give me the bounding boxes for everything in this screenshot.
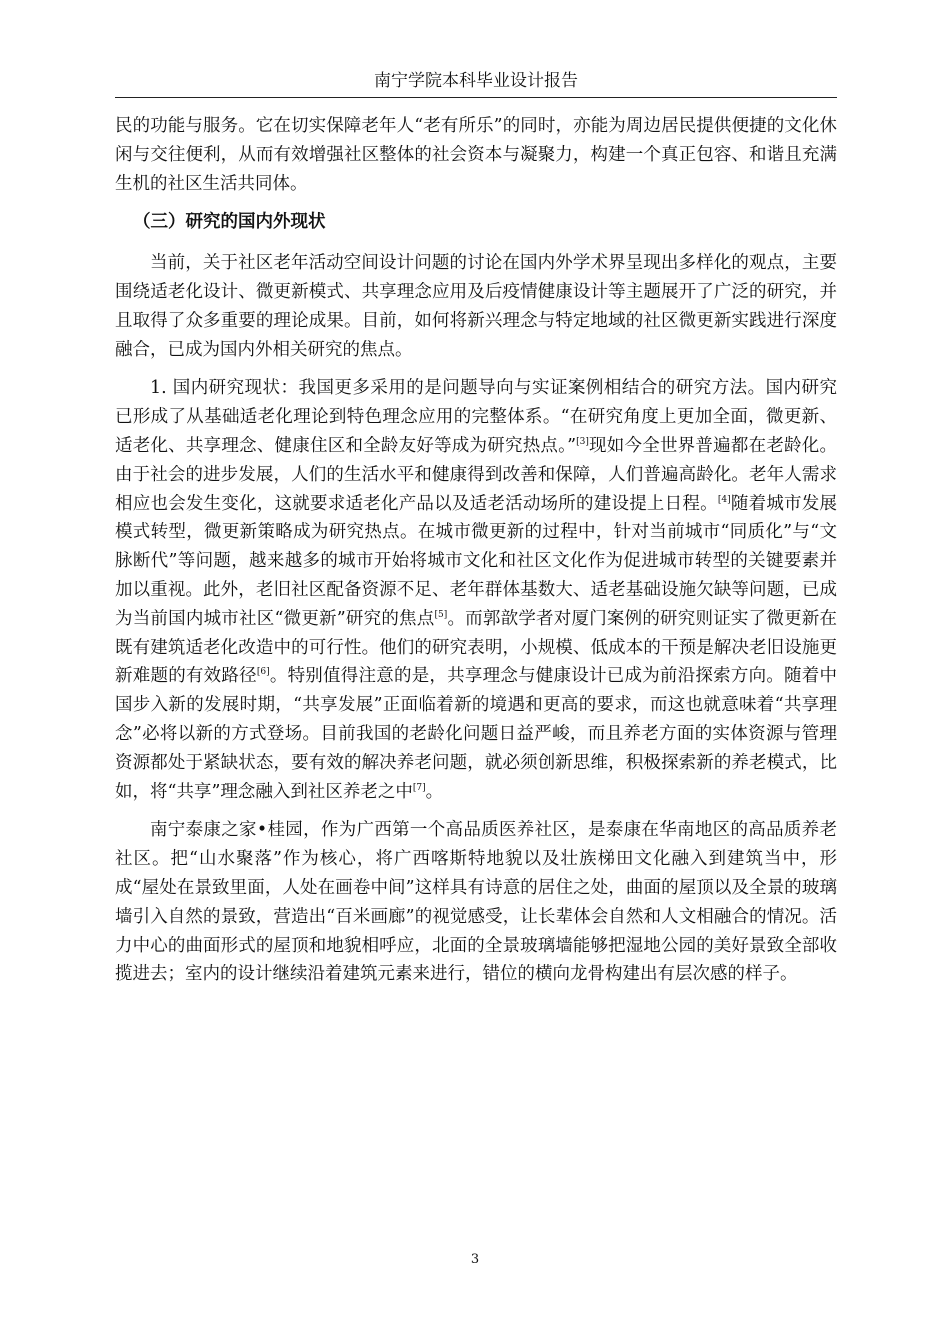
text-segment: 。 [425,781,444,802]
text-segment: 1. 国内研究现状：我国更多采用的是问题导向与实证案例相结合的研究方法。国内研究已形成了从基础适老化理论到特色理念应用的完整体系。“在研究角度上更加全面，微更新、适老化、共享理念、健康住区和全龄友好等成为研究热点。” [115,378,837,456]
paragraph-continued: 民的功能与服务。它在切实保障老年人“老有所乐”的同时，亦能为周边居民提供便捷的文化休闲与交往便利，从而有效增强社区整体的社会资本与凝聚力，构建一个真正包容、和谐且充满生机的社区生活共同体。 [115,116,837,194]
citation: [7] [412,782,426,793]
text-segment: 现如今全世界普遍都在老龄化。由于社会的进步发展，人们的生活水平和健康得到改善和保障，人们普遍高龄化。老年人需求相应也会发生变化，这就要求适老化产品以及适老活动场所的建设提上日程。 [115,435,837,514]
citation: [4] [717,494,731,505]
citation: [3] [576,437,589,448]
citation: [6] [256,667,270,678]
text-segment: 。而郭歆学者对厦门案例的研究则证实了微更新在既有建筑适老化改造中的可行性。他们的研究表明，小规模、低成本的干预是解决老旧设施更新难题的有效路径 [115,608,837,687]
paragraph-domestic-research [115,374,837,806]
document-body [115,112,837,989]
paragraph-overview: 当前，关于社区老年活动空间设计问题的讨论在国内外学术界呈现出多样化的观点，主要围绕适老化设计、微更新模式、共享理念应用及后疫情健康设计等主题展开了广泛的研究，并且取得了众多重要的理论成果。目前，如何将新兴理念与特定地域的社区微更新实践进行深度融合，已成为国内外相关研究的焦点。 [115,253,837,360]
paragraph-case-study: 南宁泰康之家•桂园，作为广西第一个高品质医养社区，是泰康在华南地区的高品质养老社区。把“山水聚落”作为核心，将广西喀斯特地貌以及壮族梯田文化融入到建筑当中，形成“屋处在景致里面，人处在画卷中间”这样具有诗意的居住之处，曲面的屋顶以及全景的玻璃墙引入自然的景致，营造出“百米画廊”的视觉感受，让长辈体会自然和人文相融合的情况。活力中心的曲面形式的屋顶和地貌相呼应，北面的全景玻璃墙能够把湿地公园的美好景致全部收揽进去；室内的设计继续沿着建筑元素来进行，错位的横向龙骨构建出有层次感的样子。 [115,820,837,985]
citation: [5] [434,609,448,620]
page-number: 3 [470,1252,480,1267]
header-divider [115,97,837,98]
text-segment: 。特别值得注意的是，共享理念与健康设计已成为前沿探索方向。随着中国步入新的发展时期，“共享发展”正面临着新的境遇和更高的要求，而这也就意味着“共享理念”必将以新的方式登场。目前我国的老龄化问题日益严峻，而且养老方面的实体资源与管理资源都处于紧缺状态，要有效的解决养老问题，就必须创新思维，积极探索新的养老模式，比如，将“共享”理念融入到社区养老之中 [115,666,838,802]
section-heading: （三）研究的国内外现状 [133,212,326,233]
page-header: 南宁学院本科毕业设计报告 [374,71,578,91]
text-segment: 随着城市发展模式转型，微更新策略成为研究热点。在城市微更新的过程中，针对当前城市“同质化”与“文脉断代”等问题，越来越多的城市开始将城市文化和社区文化作为促进城市转型的关键要素并加以重视。此外，老旧社区配备资源不足、老年群体基数大、适老基础设施欠缺等问题，已成为当前国内城市社区“微更新”研究的焦点 [115,493,838,629]
